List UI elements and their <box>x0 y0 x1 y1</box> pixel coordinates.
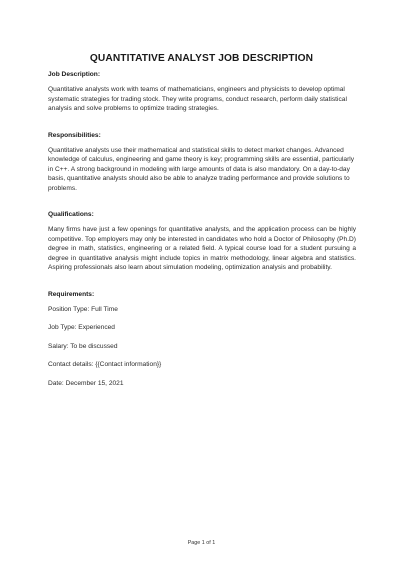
responsibilities-text: Quantitative analysts use their mathematical and statistical skills to detect market changes. Advanced knowledge of calculus, engineering and game theory is key; programming skills are essential, particularly in C++. A strong background in modeling with large amounts of data is also mandatory. On a day-to-day basis, quantitative analysts should also be able to analyze trading performance and provide solutions to problems. <box>48 147 355 192</box>
job-description-heading: Job Description: <box>48 71 101 78</box>
contact-details: Contact details: {{Contact information}} <box>48 361 162 369</box>
qualifications-heading: Qualifications: <box>48 211 94 219</box>
page-number: Page 1 of 1 <box>187 540 216 546</box>
responsibilities-heading: Responsibilities: <box>48 131 101 139</box>
salary: Salary: To be discussed <box>48 342 118 350</box>
requirements-heading: Requirements: <box>48 290 95 298</box>
job-description-text: Quantitative analysts work with teams of mathematicians, engineers and physicists to develop optimal systematic strategies for trading stock. They write programs, conduct research, perform daily statistical analysis and solve problems to optimize trading strategies. <box>48 86 347 113</box>
qualifications-text: Many firms have just a few openings for quantitative analysts, and the application process can be highly competitive. Top employers may only be interested in candidates who hold a Doctor of Philosophy (Ph.D) degree in math, statistics, engineering or a related field. A typical course load for a student pursuing a degree in quantitative analysis might include topics in matrix methodology, linear algebra and statistics. Aspiring professionals also learn about simulation modeling, optimization analysis and probability. <box>48 226 356 272</box>
document-body <box>48 70 356 388</box>
date: Date: December 15, 2021 <box>48 379 124 387</box>
job-type: Job Type: Experienced <box>48 324 115 332</box>
position-type: Position Type: Full Time <box>48 305 118 313</box>
document-title: QUANTITATIVE ANALYST JOB DESCRIPTION <box>89 53 314 64</box>
